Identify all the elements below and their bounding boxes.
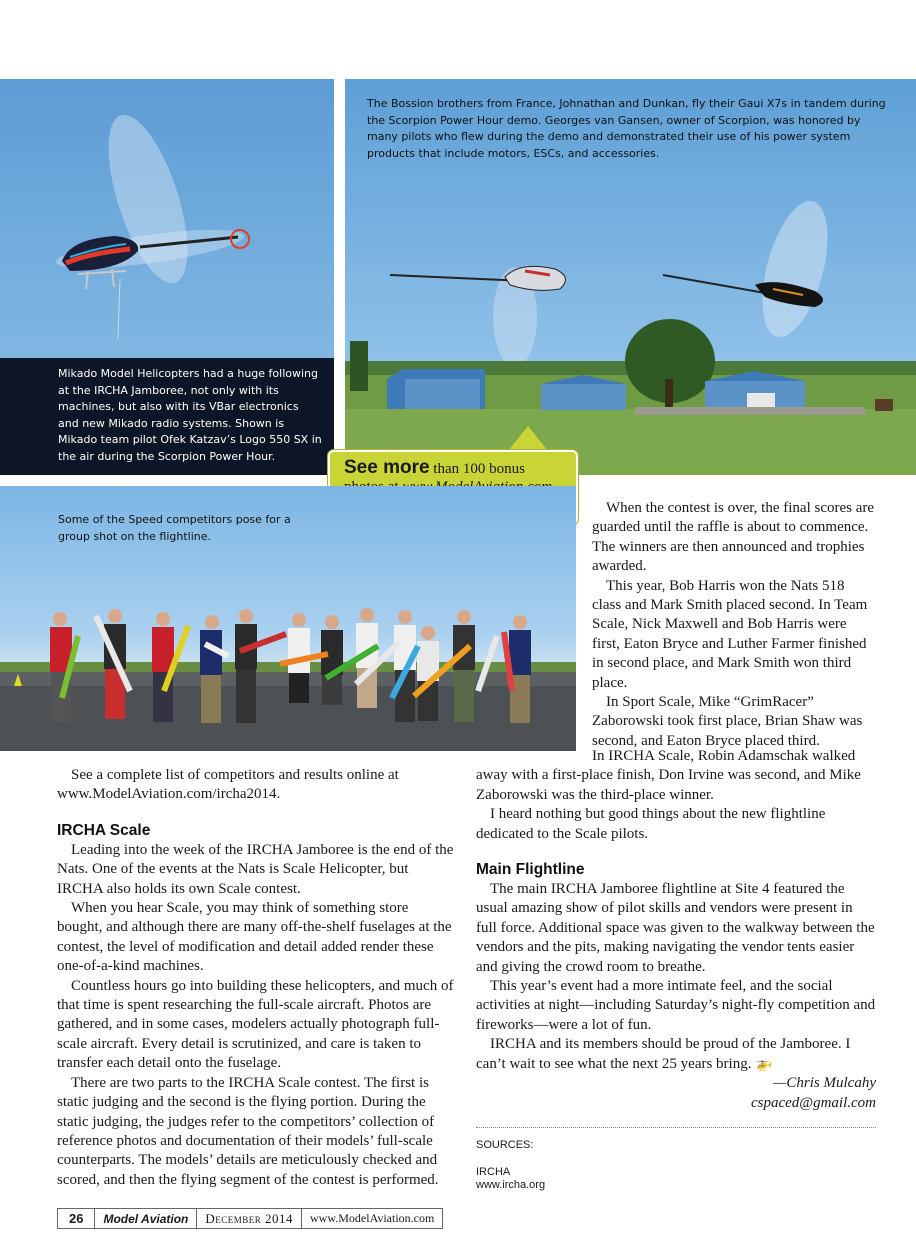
- page-number: 26: [58, 1209, 95, 1228]
- right-column-main: [476, 747, 876, 1192]
- footer-url[interactable]: www.ModelAviation.com: [310, 1211, 435, 1225]
- photo-mikado-helicopter: [0, 79, 334, 475]
- callout-text-1: than 100 bonus: [433, 461, 525, 477]
- photo-bossion-brothers: [345, 79, 916, 475]
- right-column-top: [592, 499, 876, 751]
- callout-tail: [508, 426, 548, 451]
- callout-lead: See more: [344, 457, 430, 478]
- photo-mikado-caption: Mikado Model Helicopters had a huge following at the IRCHA Jamboree, not only with its machines, but also with its VBar electronics and new Mikado radio systems. Shown is Mikado team pilot Ofek Katzav’s Logo 550 SX in the air during the Scorpion Power Hour.: [0, 358, 334, 475]
- right-paragraph-2: This year, Bob Harris won the Nats 518 class and Mark Smith placed second. In Team Scale, Nick Maxwell and Bob Harris were first, Eaton Bryce and Luther Farmer finished in second place, and Mark Smith won third place.: [592, 577, 868, 691]
- left-paragraph-4: There are two parts to the IRCHA Scale contest. The first is static judging and the second is the flying portion. During the static judging, the judges refer to the competitors’ collection of reference photos and documentation of their models’ full-scale counterparts. The models’ details are meticulously checked and scored, and then the flying segment of the contest is performed.: [57, 1074, 439, 1188]
- issue-date: December 2014: [197, 1209, 302, 1228]
- main-flightline-paragraph-2: This year’s event had a more intimate feel, and the social activities at night—including Saturday’s night-fly competition and fireworks—were a lot of fun.: [476, 978, 876, 1033]
- right-paragraph-1: When the contest is over, the final scores are guarded until the raffle is about to commence. The winners are then announced and trophies awarded.: [592, 500, 875, 575]
- photo-bossion-caption: The Bossion brothers from France, Johnathan and Dunkan, fly their Gaui X7s in tandem during the Scorpion Power Hour demo. Georges van Gansen, owner of Scorpion, was honored by many pilots who flew during the demo and demonstrated their use of his power system products that include motors, ESCs, and accessories.: [367, 97, 886, 160]
- source-url[interactable]: www.ircha.org: [476, 1178, 546, 1191]
- magazine-name: Model Aviation: [95, 1209, 197, 1228]
- main-flightline-paragraph-3: [476, 1035, 876, 1074]
- left-paragraph-2: When you hear Scale, you may think of something store bought, and although there are many off-the-shelf fuselages at the contest, the level of modification and detail added render these one-of-a-kind machines.: [57, 900, 452, 975]
- left-column: [57, 766, 457, 1190]
- sources-divider: [476, 1127, 876, 1128]
- ircha-scale-heading: IRCHA Scale: [57, 821, 151, 839]
- flightline-comment: I heard nothing but good things about the new flightline dedicated to the Scale pilots.: [476, 806, 826, 842]
- left-paragraph-3: Countless hours go into building these helicopters, and much of that time is spent researching the full-scale aircraft. Photos are gathered, and in some cases, modelers actually photograph full-scale aircraft. Every detail is scrutinized, and care is taken to transfer each detail onto the fuselage.: [57, 977, 454, 1072]
- photo-speed-caption: Some of the Speed competitors pose for a group shot on the flightline.: [58, 513, 291, 543]
- right-paragraph-3: In Sport Scale, Mike “GrimRacer” Zaborowski took first place, Brian Shaw was second, and Eaton Bryce placed third.: [592, 694, 863, 749]
- end-mark-helicopter-icon: 🚁: [755, 1056, 773, 1072]
- page-footer: [57, 1208, 443, 1229]
- results-link-intro: See a complete list of competitors and results online at www.ModelAviation.com/ircha2014.: [57, 767, 399, 803]
- bossion-scene-illustration: [345, 79, 916, 475]
- speed-competitors-illustration: [0, 486, 576, 751]
- left-paragraph-1: Leading into the week of the IRCHA Jamboree is the end of the Nats. One of the events at the Nats is Scale Helicopter, but IRCHA also holds its own Scale contest.: [57, 841, 454, 897]
- source-name: IRCHA: [476, 1165, 511, 1178]
- sources-label: SOURCES:: [476, 1138, 534, 1151]
- closing-sentence: IRCHA and its members should be proud of the Jamboree. I can’t wait to see what the next 25 years bring.: [476, 1036, 851, 1072]
- mikado-helicopter-illustration: [0, 79, 334, 379]
- photo-speed-competitors: [0, 486, 576, 751]
- author-email[interactable]: cspaced@gmail.com: [750, 1094, 876, 1111]
- author-name: —Chris Mulcahy: [773, 1075, 876, 1092]
- main-flightline-paragraph-1: The main IRCHA Jamboree flightline at Site 4 featured the usual amazing show of pilot skills and vendors were present in full force. Additional space was given to the walkway between the vendors and the pits, making navigating the vendor tents easier and giving the crowd room to breathe.: [476, 881, 875, 975]
- ircha-scale-results: In IRCHA Scale, Robin Adamschak walked away with a first-place finish, Don Irvine was second, and Mike Zaborowski was the third-place winner.: [476, 748, 861, 803]
- main-flightline-heading: Main Flightline: [476, 861, 585, 879]
